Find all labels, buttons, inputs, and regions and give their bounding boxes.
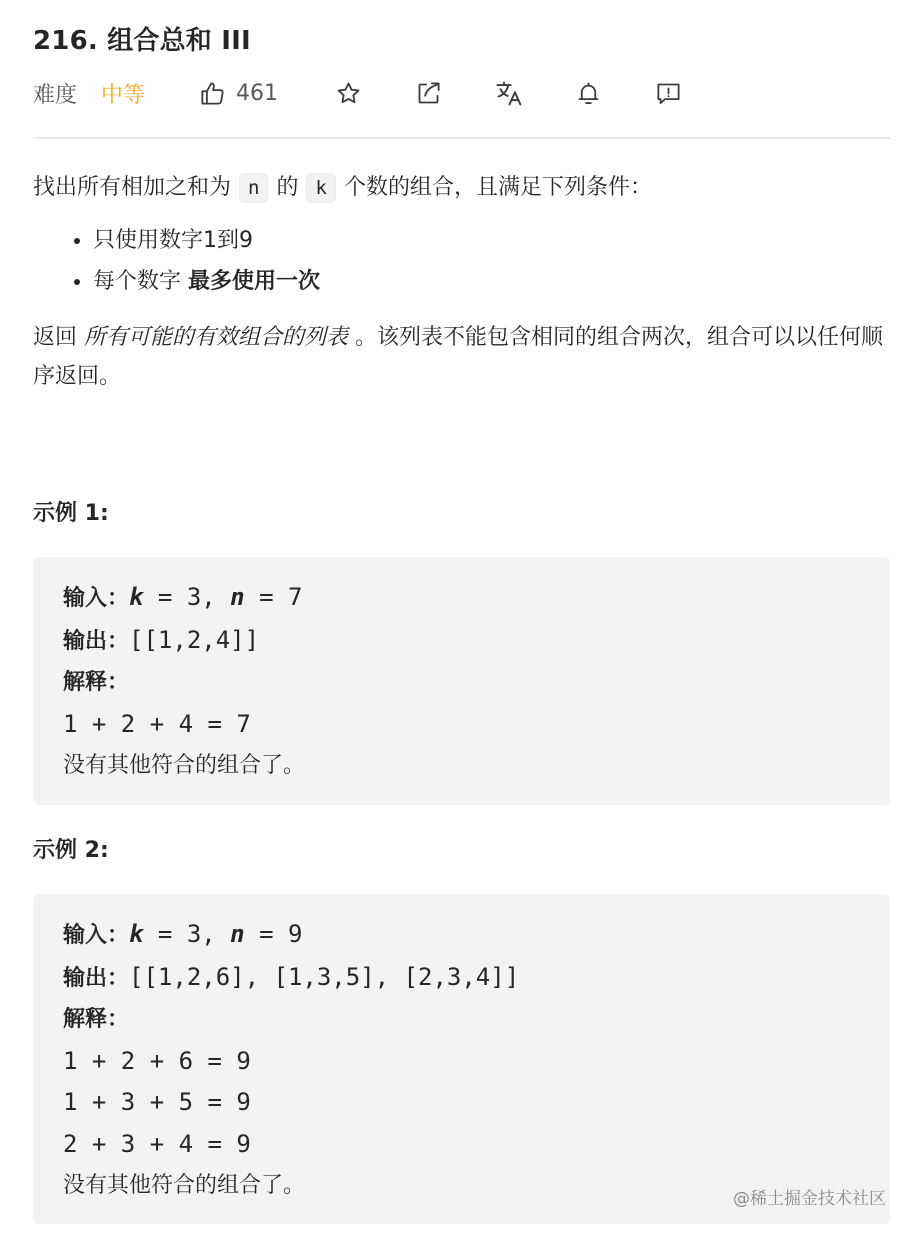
param-name: n xyxy=(230,583,245,611)
example-input-line xyxy=(63,914,860,957)
param-value: = 3, xyxy=(143,920,231,948)
problem-title: 216. 组合总和 III xyxy=(33,26,251,56)
conditions-list xyxy=(33,220,890,302)
example-output-line xyxy=(63,957,860,1000)
like-button[interactable] xyxy=(199,76,278,110)
problem-description xyxy=(33,168,890,396)
bell-icon xyxy=(575,80,602,107)
star-icon xyxy=(335,80,362,107)
explain-line: 1 + 3 + 5 = 9 xyxy=(63,1088,251,1116)
feedback-button[interactable] xyxy=(655,76,682,110)
difficulty-label: 难度 xyxy=(33,82,78,108)
example-output-line xyxy=(63,620,860,663)
intro-text: 找出所有相加之和为 xyxy=(33,175,232,200)
explain-line: 2 + 3 + 4 = 9 xyxy=(63,1129,251,1158)
input-label: 输入： xyxy=(63,923,130,948)
share-button[interactable] xyxy=(415,76,442,110)
intro-text: 的 xyxy=(276,175,299,200)
param-value: = 7 xyxy=(244,583,303,611)
input-label: 输入： xyxy=(63,586,130,611)
return-text: 。该列表不能包含相同的组合两次，组合可以以任何顺序返回。 xyxy=(33,325,884,389)
feedback-icon xyxy=(655,80,682,107)
problem-meta-bar xyxy=(33,76,893,110)
translate-button[interactable] xyxy=(495,76,524,110)
thumbs-up-icon xyxy=(199,80,226,107)
inline-code-k: k xyxy=(306,173,335,203)
example-1-code-block xyxy=(33,557,890,805)
explain-label: 解释： xyxy=(63,670,130,695)
difficulty-value: 中等 xyxy=(101,82,146,108)
intro-paragraph xyxy=(33,168,890,208)
example-2-code-block xyxy=(33,894,890,1224)
favorite-button[interactable] xyxy=(335,76,362,110)
output-value: [[1,2,4]] xyxy=(129,625,260,654)
explain-label: 解释： xyxy=(63,1007,130,1032)
header-divider xyxy=(33,137,890,139)
share-icon xyxy=(415,80,442,107)
like-count: 461 xyxy=(236,80,278,106)
output-label: 输出： xyxy=(63,628,130,654)
explain-note: 没有其他符合的组合了。 xyxy=(63,753,306,778)
param-name: k xyxy=(129,920,144,948)
output-label: 输出： xyxy=(63,965,130,991)
example-2-title: 示例 2: xyxy=(33,838,109,863)
param-value: = 9 xyxy=(244,920,303,948)
output-value: [[1,2,6], [1,3,5], [2,3,4]] xyxy=(129,962,520,991)
explain-line: 1 + 2 + 6 = 9 xyxy=(63,1046,251,1075)
condition-item xyxy=(93,220,890,261)
explain-line: 1 + 2 + 4 = 7 xyxy=(63,709,251,738)
condition-item xyxy=(93,261,890,302)
notify-button[interactable] xyxy=(575,76,602,110)
param-name: k xyxy=(129,583,144,611)
return-text: 返回 xyxy=(33,325,78,350)
explain-note: 没有其他符合的组合了。 xyxy=(63,1173,306,1198)
condition-text: 只使用数字1到9 xyxy=(93,228,253,253)
watermark: @稀土掘金技术社区 xyxy=(733,1189,886,1209)
intro-text: 个数的组合，且满足下列条件： xyxy=(343,175,652,200)
return-emphasis: 所有可能的有效组合的列表 xyxy=(84,325,349,350)
condition-emphasis: 最多使用一次 xyxy=(188,269,321,294)
condition-text: 每个数字 xyxy=(93,269,182,294)
example-input-line xyxy=(63,577,860,620)
example-1-title: 示例 1: xyxy=(33,501,109,526)
inline-code-n: n xyxy=(239,173,268,203)
param-name: n xyxy=(230,920,245,948)
translate-icon xyxy=(495,79,524,108)
return-paragraph xyxy=(33,318,890,396)
param-value: = 3, xyxy=(143,583,231,611)
